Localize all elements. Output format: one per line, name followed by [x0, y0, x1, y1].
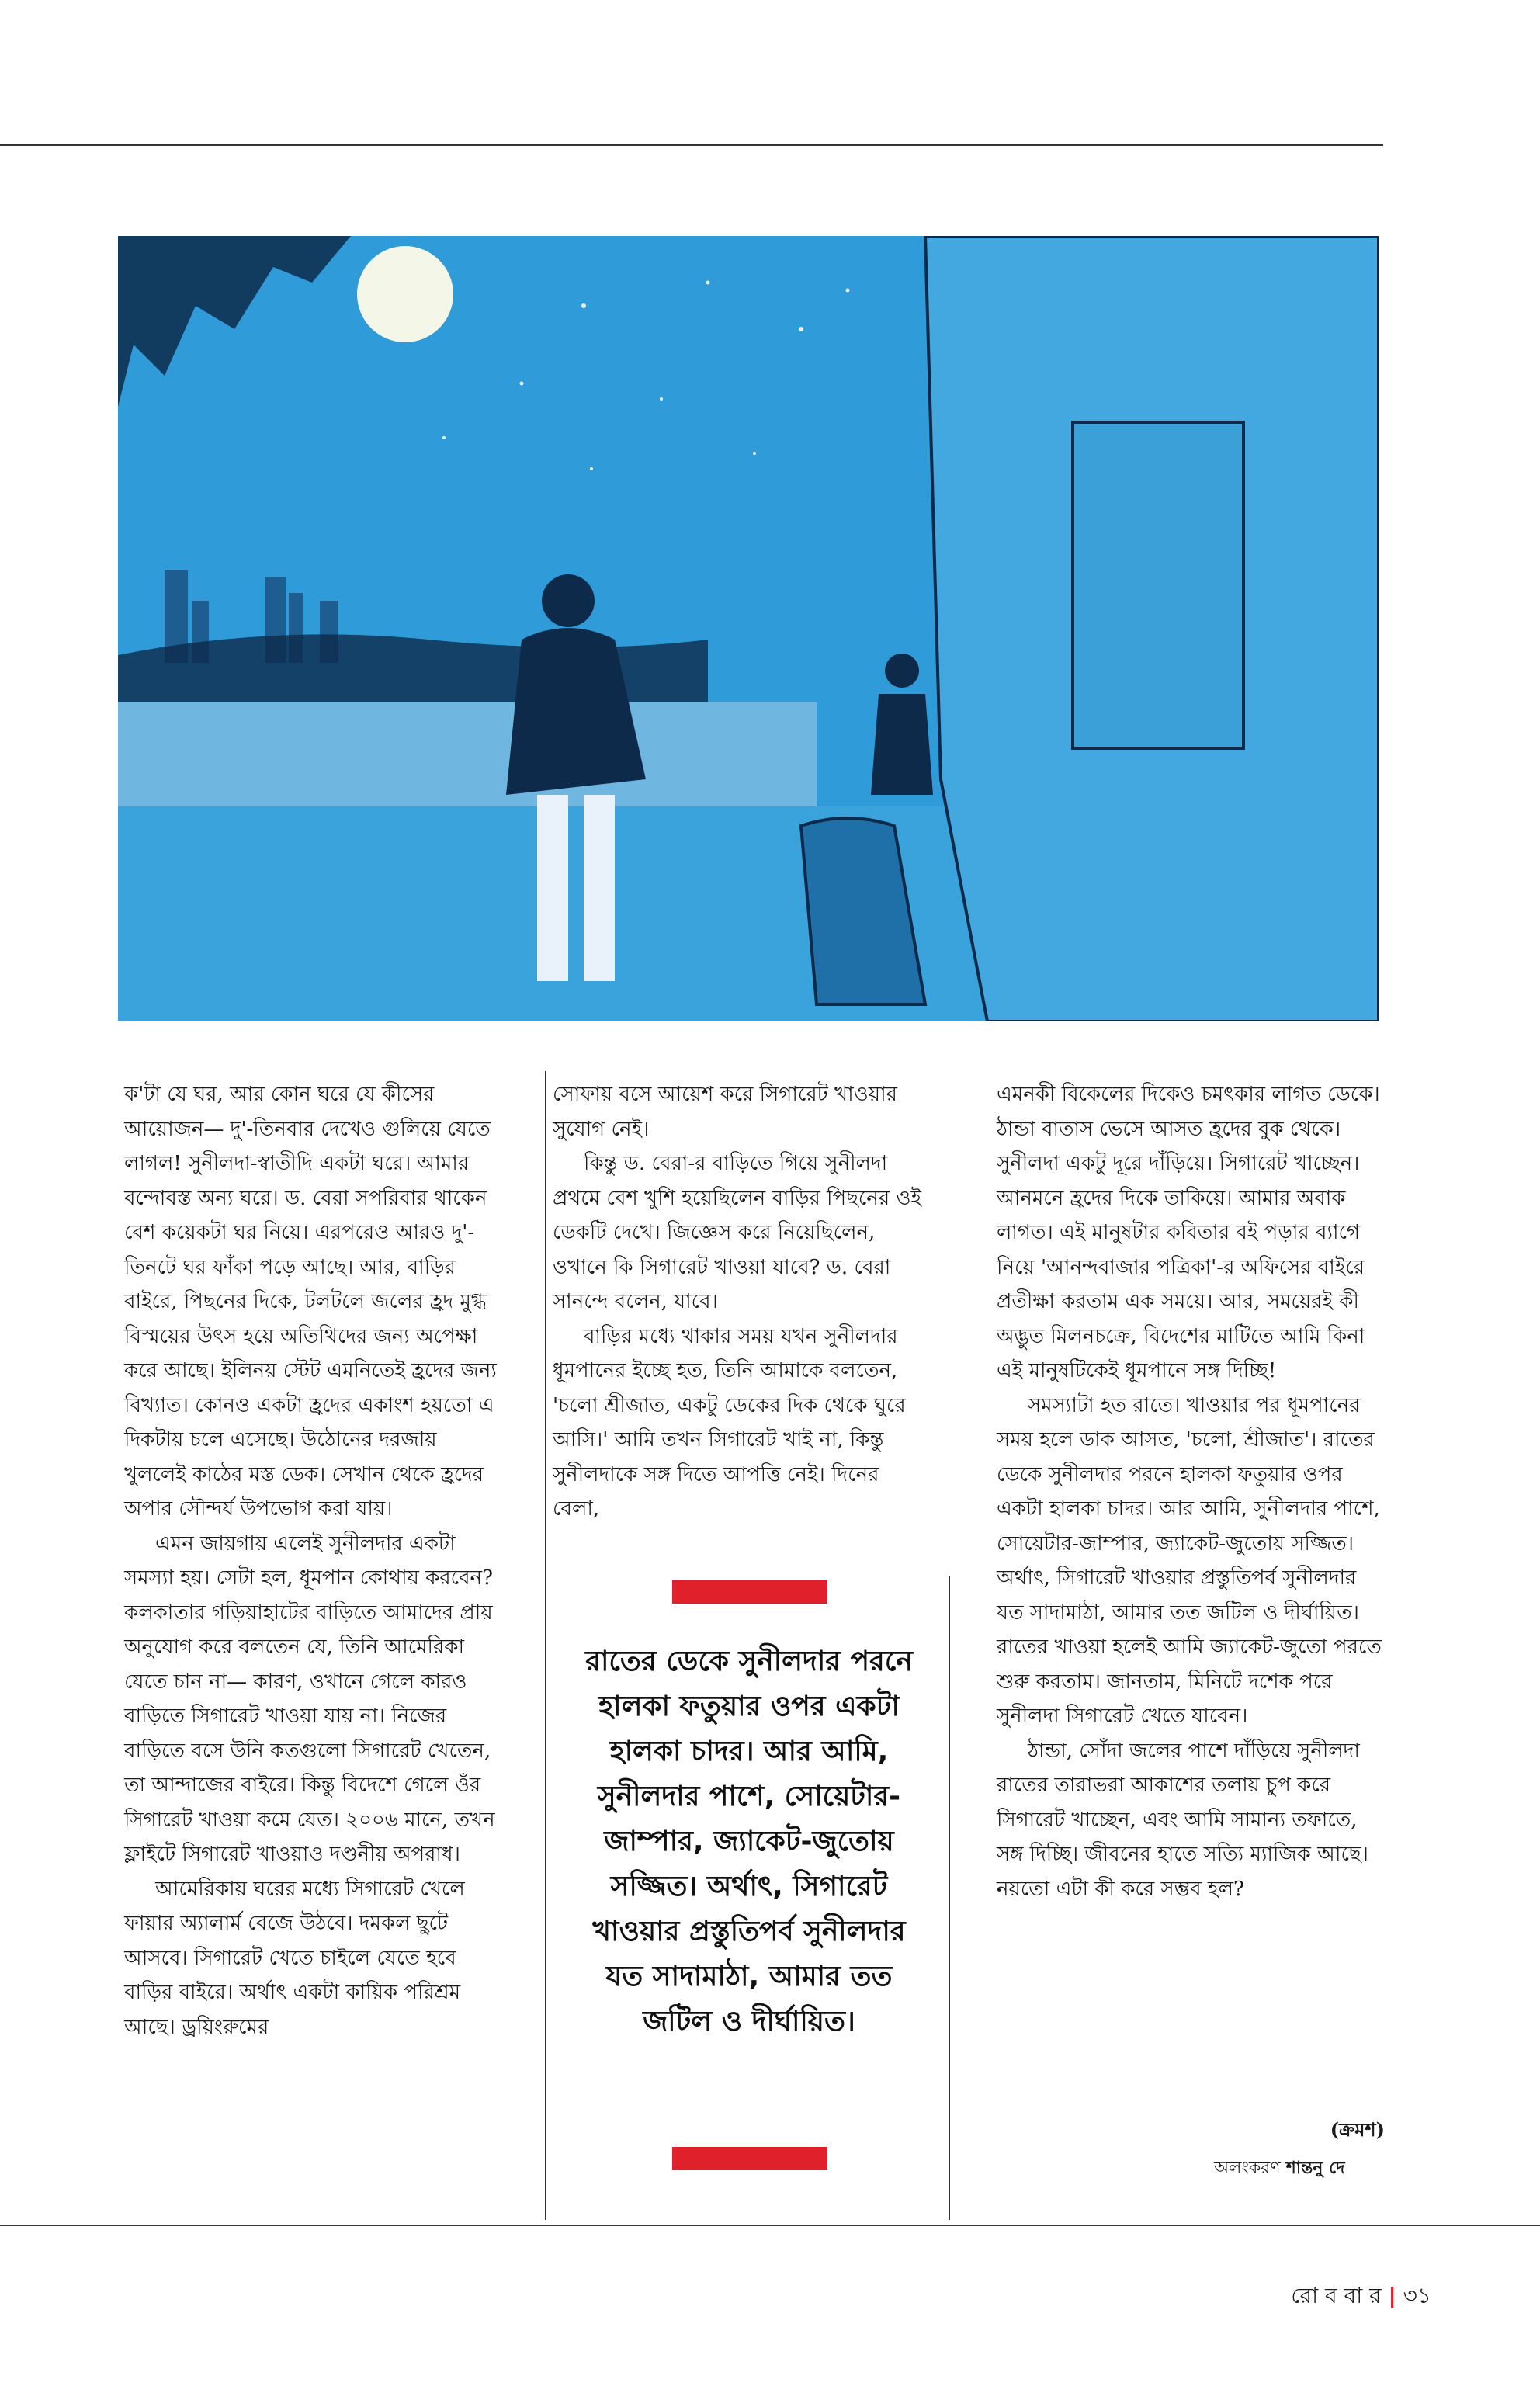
continued-label: (ক্রমশ)	[1330, 2118, 1385, 2141]
credit-name: শান্তনু দে	[1285, 2158, 1345, 2178]
building-door	[1073, 422, 1243, 748]
paragraph: কিন্তু ড. বেরা-র বাড়িতে গিয়ে সুনীলদা প্রথমে বেশ খুশি হয়েছিলেন বাড়ির পিছনের ওই ডেকটি দেখে। জিজ্ঞেস করে নিয়েছিলেন, ওখানে কি সিগারেট খাওয়া যাবে? ড. বেরা সানন্দে বলেন, যাবে।	[553, 1152, 922, 1313]
paragraph: এমনকী বিকেলের দিকেও চমৎকার লাগত ডেকে। ঠান্ডা বাতাস ভেসে আসত হ্রদের বুক থেকে। সুনীলদা একটু দূরে দাঁড়িয়ে। সিগারেট খাচ্ছেন। আনমনে হ্রদের দিকে তাকিয়ে। আমার অবাক লাগত। এই মানুষটার কবিতার বই পড়ার ব্যাগে নিয়ে 'আনন্দবাজার পত্রিকা'-র অফিসের বাইরে প্রতীক্ষা করতাম এক সময়ে। আর, সময়েরই কী অদ্ভুত মিলনচক্রে, বিদেশের মাটিতে আমি কিনা এই মানুষটিকেই ধূমপানে সঙ্গ দিচ্ছি!	[997, 1083, 1380, 1382]
pullquote-bar-bottom	[672, 2147, 827, 2170]
credit-label: অলংকরণ	[1214, 2159, 1281, 2178]
paragraph: ক'টা যে ঘর, আর কোন ঘরে যে কীসের আয়োজন— দু'-তিনবার দেখেও গুলিয়ে যেতে লাগল! সুনীলদা-স্বাতীদি একটা ঘরে। আমার বন্দোবস্ত অন্য ঘরে। ড. বেরা সপরিবার থাকেন বেশ কয়েকটা ঘর নিয়ে। এরপরেও আরও দু'-তিনটে ঘর ফাঁকা পড়ে আছে। আর, বাড়ির বাইরে, পিছনের দিকে, টলটলে জলের হ্রদ মুগ্ধ বিস্ময়ের উৎস হয়ে অতিথিদের জন্য অপেক্ষা করে আছে। ইলিনয় স্টেট এমনিতেই হ্রদের জন্য বিখ্যাত। কোনও একটা হ্রদের একাংশ হয়তো এ দিকটায় চলে এসেছে। উঠোনের দরজায় খুললেই কাঠের মস্ত ডেক। সেখান থেকে হ্রদের অপার সৌন্দর্য উপভোগ করা যায়।	[124, 1083, 497, 1521]
pull-quote: রাতের ডেকে সুনীলদার পরনে হালকা ফতুয়ার ওপর একটা হালকা চাদর। আর আমি, সুনীলদার পাশে, সোয়েটার-জাম্পার, জ্যাকেট-জুতোয় সজ্জিত। অর্থাৎ, সিগারেট খাওয়ার প্রস্তুতিপর্ব সুনীলদার যত সাদামাঠা, আমার তত জটিল ও দীর্ঘায়িত।	[585, 1646, 913, 2038]
illustration-svg	[118, 236, 1379, 1021]
top-rule	[0, 144, 1383, 146]
paragraph: বাড়ির মধ্যে থাকার সময় যখন সুনীলদার ধূমপানের ইচ্ছে হত, তিনি আমাকে বলতেন, 'চলো শ্রীজাত, একটু ডেকের দিক থেকে ঘুরে আসি।' আমি তখন সিগারেট খাই না, কিন্তু সুনীলদাকে সঙ্গ দিতে আপত্তি নেই। দিনের বেলা,	[553, 1324, 906, 1521]
paragraph: সোফায় বসে আয়েশ করে সিগারেট খাওয়ার সুযোগ নেই।	[553, 1083, 897, 1141]
illustration-credit	[1214, 2155, 1345, 2183]
folio-separator: |	[1388, 2283, 1396, 2308]
paragraph: এমন জায়গায় এলেই সুনীলদার একটা সমস্যা হয়। সেটা হল, ধূমপান কোথায় করবেন? কলকাতার গড়িয়াহাটের বাড়িতে আমাদের প্রায় অনুযোগ করে বলতেন যে, তিনি আমেরিকা যেতে চান না— কারণ, ওখানে গেলে কারও বাড়িতে সিগারেট খাওয়া যায় না। নিজের বাড়িতে বসে উনি কতগুলো সিগারেট খেতেন, তা আন্দাজের বাইরে। কিন্তু বিদেশে গেলে ওঁর সিগারেট খাওয়া কমে যেত। ২০০৬ মানে, তখন ফ্লাইটে সিগারেট খাওয়াও দণ্ডনীয় অপরাধ।	[124, 1531, 495, 1866]
paragraph: আমেরিকায় ঘরের মধ্যে সিগারেট খেলে ফায়ার অ্যালার্ম বেজে উঠবে। দমকল ছুটে আসবে। সিগারেট খেতে চাইলে যেতে হবে বাড়ির বাইরে। অর্থাৎ একটা কায়িক পরিশ্রম আছে। ড্রয়িংরুমের	[124, 1877, 465, 2039]
page-folio	[1291, 2279, 1431, 2315]
lake-water	[118, 702, 817, 810]
article-column-2	[553, 1077, 925, 1527]
article-column-1	[124, 1077, 505, 2044]
paragraph: সমস্যাটা হত রাতে। খাওয়ার পর ধূমপানের সময় হলে ডাক আসত, 'চলো, শ্রীজাত'। রাতের ডেকে সুনীলদার পরনে হালকা ফতুয়ার ওপর একটা হালকা চাদর। আর আমি, সুনীলদার পাশে, সোয়েটার-জাম্পার, জ্যাকেট-জুতোয় সজ্জিত। অর্থাৎ, সিগারেট খাওয়ার প্রস্তুতিপর্ব সুনীলদার যত সাদামাঠা, আমার তত জটিল ও দীর্ঘায়িত। রাতের খাওয়া হলেই আমি জ্যাকেট-জুতো পরতে শুরু করতাম। জানতাম, মিনিটে দশেক পরে সুনীলদা সিগারেট খেতে যাবেন।	[997, 1393, 1382, 1728]
column-divider	[949, 1576, 950, 2220]
column-divider	[545, 1071, 546, 2220]
night-deck-illustration	[118, 236, 1379, 1021]
magazine-name: রো ব বা র	[1291, 2283, 1382, 2308]
paragraph: ঠান্ডা, সোঁদা জলের পাশে দাঁড়িয়ে সুনীলদা রাতের তারাভরা আকাশের তলায় চুপ করে সিগারেট খাচ্ছেন, এবং আমি সামান্য তফাতে, সঙ্গ দিচ্ছি। জীবনের হাতে সত্যি ম্যাজিক আছে। নয়তো এটা কী করে সম্ভব হল?	[997, 1739, 1368, 1901]
bottom-rule	[0, 2225, 1540, 2226]
moon	[357, 246, 453, 342]
pullquote-bar-top	[672, 1580, 827, 1604]
page-number: ৩১	[1403, 2283, 1431, 2308]
article-column-3	[997, 1077, 1385, 1906]
